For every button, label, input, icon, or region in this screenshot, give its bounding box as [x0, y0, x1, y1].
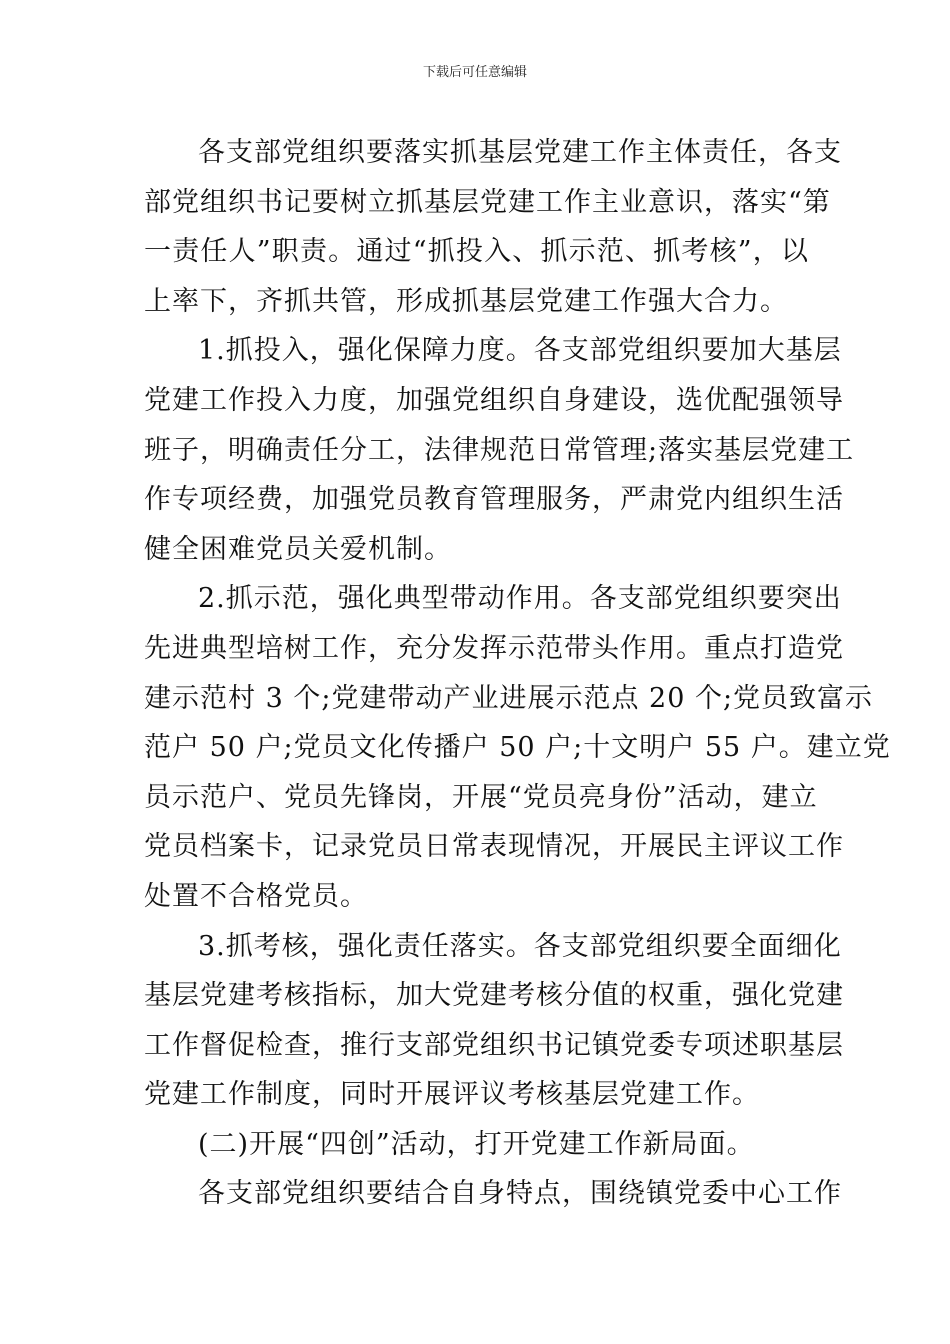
paragraph-line: 员示范户、党员先锋岗，开展“党员亮身份”活动，建立 [144, 781, 818, 813]
section-heading-four-creations [144, 1120, 809, 1170]
paragraph-line: 3.抓考核，强化责任落实。各支部党组织要全面细化 [198, 930, 842, 962]
paragraph-line: 1.抓投入，强化保障力度。各支部党组织要加大基层 [198, 335, 842, 367]
paragraph-item-2 [144, 574, 891, 921]
paragraph-line: 党建工作制度，同时开展评议考核基层党建工作。 [144, 1079, 760, 1111]
paragraph-line: 党建工作投入力度，加强党组织自身建设，选优配强领导 [144, 384, 844, 416]
paragraph-line: 建示范村 3 个;党建带动产业进展示范点 20 个;党员致富示 [144, 682, 874, 714]
paragraph-responsibility [144, 128, 842, 326]
paragraph-line: 健全困难党员关爱机制。 [144, 533, 452, 565]
document-body [144, 128, 891, 1219]
paragraph-line: 作专项经费，加强党员教育管理服务，严肃党内组织生活 [144, 484, 844, 516]
paragraph-line: 各支部党组织要落实抓基层党建工作主体责任，各支 [198, 137, 842, 168]
paragraph-line: 上率下，齐抓共管，形成抓基层党建工作强大合力。 [144, 285, 788, 317]
paragraph-line: 党员档案卡，记录党员日常表现情况，开展民主评议工作 [144, 831, 844, 863]
paragraph-line: 各支部党组织要结合自身特点，围绕镇党委中心工作 [198, 1178, 842, 1210]
paragraph-line: 基层党建考核指标，加大党建考核分值的权重，强化党建 [144, 980, 844, 1012]
paragraph-line: 工作督促检查，推行支部党组织书记镇党委专项述职基层 [144, 1029, 844, 1061]
paragraph-item-1 [144, 326, 855, 574]
paragraph-line: 处置不合格党员。 [144, 880, 368, 912]
paragraph-line: 范户 50 户;党员文化传播户 50 户;十文明户 55 户。建立党 [144, 732, 891, 764]
paragraph-line: 2.抓示范，强化典型带动作用。各支部党组织要突出 [198, 583, 842, 615]
section-heading-line: (二)开展“四创”活动，打开党建工作新局面。 [198, 1128, 755, 1160]
paragraph-four-creations [144, 1169, 842, 1219]
paragraph-line: 先进典型培树工作，充分发挥示范带头作用。重点打造党 [144, 632, 844, 664]
paragraph-item-3 [144, 922, 844, 1120]
page-header: 下载后可任意编辑 [422, 65, 527, 80]
paragraph-line: 一责任人”职责。通过“抓投入、抓示范、抓考核”，以 [144, 236, 809, 268]
paragraph-line: 部党组织书记要树立抓基层党建工作主业意识，落实“第 [144, 186, 831, 218]
paragraph-line: 班子，明确责任分工，法律规范日常管理;落实基层党建工 [144, 434, 855, 466]
